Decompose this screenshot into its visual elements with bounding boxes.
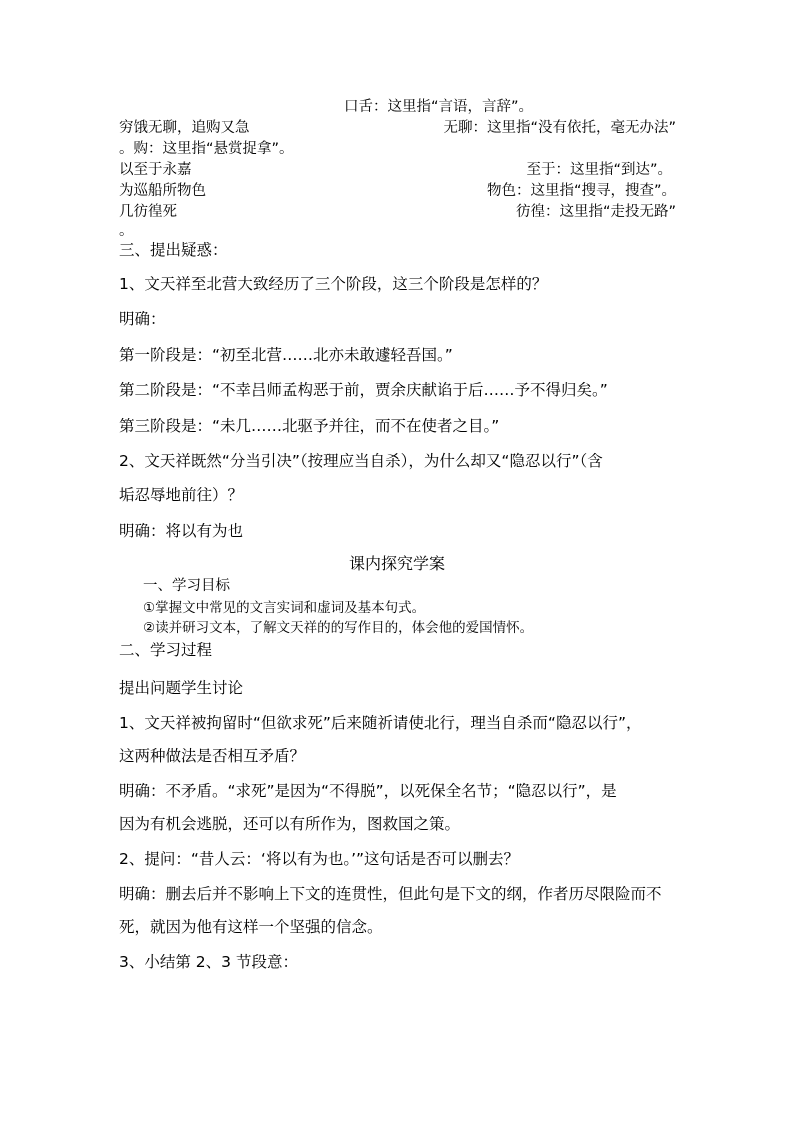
answer-1-line2: 因为有机会逃脱，还可以有所作为，图救国之策。 — [119, 815, 461, 833]
stage-1: 第一阶段是：“初至北营……北亦未敢遽轻吾国。” — [119, 346, 453, 364]
stage-3: 第三阶段是：“未几……北驱予并往，而不在使者之目。” — [119, 417, 500, 435]
discussion-heading: 提出问题学生讨论 — [119, 679, 244, 697]
vocab-wuse: 物色：这里指“搜寻，搜查”。 — [486, 183, 676, 199]
vocab-gou: 。购：这里指“悬赏捉拿”。 — [119, 141, 294, 157]
mingque-label: 明确： — [119, 310, 166, 328]
vocab-wuliao: 无聊：这里指“没有依托，毫无办法” — [443, 120, 676, 136]
answer-1-line1: 明确：不矛盾。“求死”是因为“不得脱”，以死保全名节；“隐忍以行”，是 — [119, 782, 617, 800]
vocab-panghuang: 彷徨：这里指“走投无路” — [515, 204, 676, 220]
problem-1-line1: 1、文天祥被拘留时“但欲求死”后来随祈请使北行，理当自杀而“隐忍以行”， — [119, 714, 642, 732]
question-2-answer: 明确：将以有为也 — [119, 522, 244, 540]
vocab-qiongele-source: 穷饿无聊，追购又急 — [119, 120, 250, 136]
question-2-line2: 垢忍辱地前往）？ — [119, 486, 244, 504]
vocab-koushe: 口舌：这里指“言语，言辞”。 — [344, 99, 534, 115]
stage-2: 第二阶段是：“不幸吕师孟构恶于前，贾余庆献谄于后……予不得归矣。” — [119, 381, 608, 399]
goal-heading: 一、学习目标 — [143, 578, 230, 594]
study-plan-title: 课内探究学案 — [348, 554, 445, 573]
vocab-jifang-source: 几彷徨死 — [119, 204, 177, 220]
goal-1: ①掌握文中常见的文言实词和虚词及基本句式。 — [143, 600, 426, 616]
question-1: 1、文天祥至北营大致经历了三个阶段，这三个阶段是怎样的？ — [119, 275, 548, 293]
vocab-zhiyu: 至于：这里指“到达”。 — [526, 162, 672, 178]
problem-3: 3、小结第 2、3 节段意： — [119, 953, 298, 971]
problem-1-line2: 这两种做法是否相互矛盾？ — [119, 747, 306, 765]
section3-heading: 三、提出疑惑： — [119, 241, 228, 259]
vocab-yizhi-source: 以至于永嘉 — [119, 162, 192, 178]
answer-2-line1: 明确：删去后并不影响上下文的连贯性，但此句是下文的纲，作者历尽限险而不 — [119, 885, 662, 903]
answer-2-line2: 死，就因为他有这样一个坚强的信念。 — [119, 918, 383, 936]
vocab-trailing-dot: 。 — [119, 223, 134, 239]
question-2-line1: 2、文天祥既然“分当引决”（按理应当自杀），为什么却又“隐忍以行”（含 — [119, 452, 603, 470]
process-heading: 二、学习过程 — [119, 641, 213, 659]
goal-2: ②读并研习文本，了解文天祥的的写作目的，体会他的爱国情怀。 — [143, 620, 534, 636]
problem-2: 2、提问：“昔人云：‘将以有为也。’”这句话是否可以删去？ — [119, 850, 520, 868]
vocab-xunchuan-source: 为巡船所物色 — [119, 183, 206, 199]
